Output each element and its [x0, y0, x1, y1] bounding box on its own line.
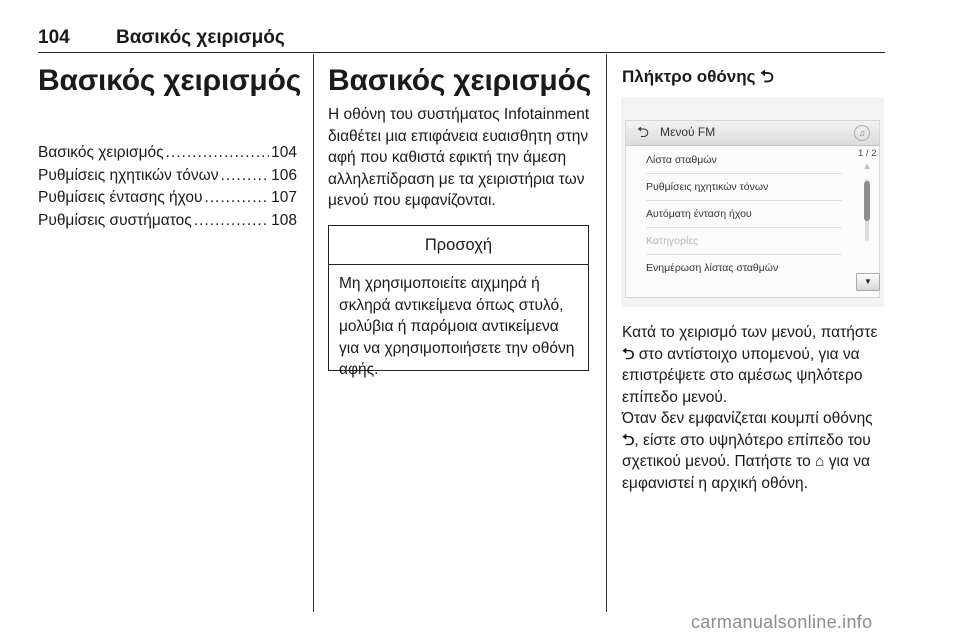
- menu-item[interactable]: Αυτόματη ένταση ήχου: [646, 201, 842, 228]
- watermark: carmanualsonline.info: [691, 612, 873, 632]
- toc-entry[interactable]: [38, 144, 297, 167]
- scrollbar-thumb[interactable]: [864, 181, 870, 221]
- toc-entry-label: Ρυθμίσεις συστήματος: [38, 211, 192, 229]
- toc-entry[interactable]: [38, 167, 297, 190]
- back-icon[interactable]: ⮌: [637, 124, 650, 141]
- page-header: [38, 24, 885, 53]
- text-run: στο αντίστοιχο υπομενού, για να επιστρέψετε στο αμέσως ψηλότερο επίπεδο μενού.: [622, 345, 863, 406]
- toc-entry-page: 108: [271, 211, 297, 229]
- toc-entry[interactable]: [38, 212, 297, 235]
- subsection-heading: [622, 64, 774, 93]
- menu-item[interactable]: Ενημέρωση λίστας σταθμών: [646, 262, 779, 274]
- toc-entry[interactable]: [38, 189, 297, 212]
- back-icon: ⮌: [760, 67, 774, 86]
- menu-screenshot: [621, 97, 884, 307]
- text-run: για να εμφανιστεί η αρχική οθόνη.: [622, 453, 870, 492]
- toc-entry-label: Βασικός χειρισμός: [38, 144, 164, 161]
- menu-item-disabled: Κατηγορίες: [646, 228, 842, 255]
- toc-entry-page: 104: [271, 144, 297, 161]
- column-divider-left: [313, 54, 314, 612]
- toc-entry-label: Ρυθμίσεις ηχητικών τόνων: [38, 166, 219, 184]
- toc-leader-dots: [166, 144, 270, 162]
- intro-paragraph: Η οθόνη του συστήματος Infotainment διαθέτει μια επιφάνεια ευαισθητη στην αφή που καθιστά εφικτή την άμεση αλληλεπίδραση με τα χειριστήρια των μενού που εμφανίζονται.: [328, 106, 590, 210]
- paragraph-home-button: [622, 408, 888, 494]
- toc-leader-dots: [221, 167, 270, 185]
- scroll-down-button[interactable]: ▼: [856, 273, 880, 291]
- back-icon: ⮌: [622, 345, 635, 363]
- toc-entry-page: 106: [271, 166, 297, 184]
- menu-item[interactable]: Λίστα σταθμών: [646, 147, 842, 174]
- section-heading: Βασικός χειρισμός: [328, 64, 592, 97]
- music-icon: ♫: [854, 125, 870, 141]
- paragraph-back-button: [622, 322, 888, 408]
- caution-text: Μη χρησιμοποιείτε αιχμηρά ή σκληρά αντικείμενα όπως στυλό, μολύβια ή παρόμοια αντικείμενα για να χρησιμοποιήσετε την οθόνη αφής.: [339, 275, 575, 379]
- text-run: , είστε στο υψηλότερο επίπεδο του σχετικού μενού. Πατήστε το: [622, 431, 871, 471]
- running-title: Βασικός χειρισμός: [116, 27, 285, 48]
- menu-title-bar: [626, 121, 879, 146]
- page-number: 104: [38, 27, 70, 48]
- caution-title: Προσοχή: [329, 226, 588, 265]
- table-of-contents: [38, 144, 297, 234]
- toc-leader-dots: [204, 189, 269, 207]
- caution-box: [328, 225, 589, 379]
- toc-leader-dots: [194, 212, 269, 230]
- scroll-up-icon[interactable]: ▲: [862, 161, 872, 171]
- back-icon: ⮌: [622, 431, 635, 449]
- menu-title: Μενού FM: [660, 125, 716, 139]
- menu-item[interactable]: Ρυθμίσεις ηχητικών τόνων: [646, 174, 842, 201]
- chapter-heading: Βασικός χειρισμός: [38, 64, 302, 97]
- subsection-heading-text: Πλήκτρο οθόνης: [622, 67, 756, 86]
- touchscreen-display: [625, 120, 880, 298]
- text-run: Όταν δεν εμφανίζεται κουμπί οθόνης: [622, 410, 873, 427]
- toc-entry-page: 107: [271, 189, 297, 206]
- text-run: Κατά το χειρισμό των μενού, πατήστε: [622, 324, 878, 341]
- home-icon: ⌂: [815, 453, 825, 471]
- page-indicator: 1 / 2: [858, 148, 877, 159]
- column-divider-right: [606, 54, 607, 612]
- toc-entry-label: Ρυθμίσεις έντασης ήχου: [38, 189, 203, 206]
